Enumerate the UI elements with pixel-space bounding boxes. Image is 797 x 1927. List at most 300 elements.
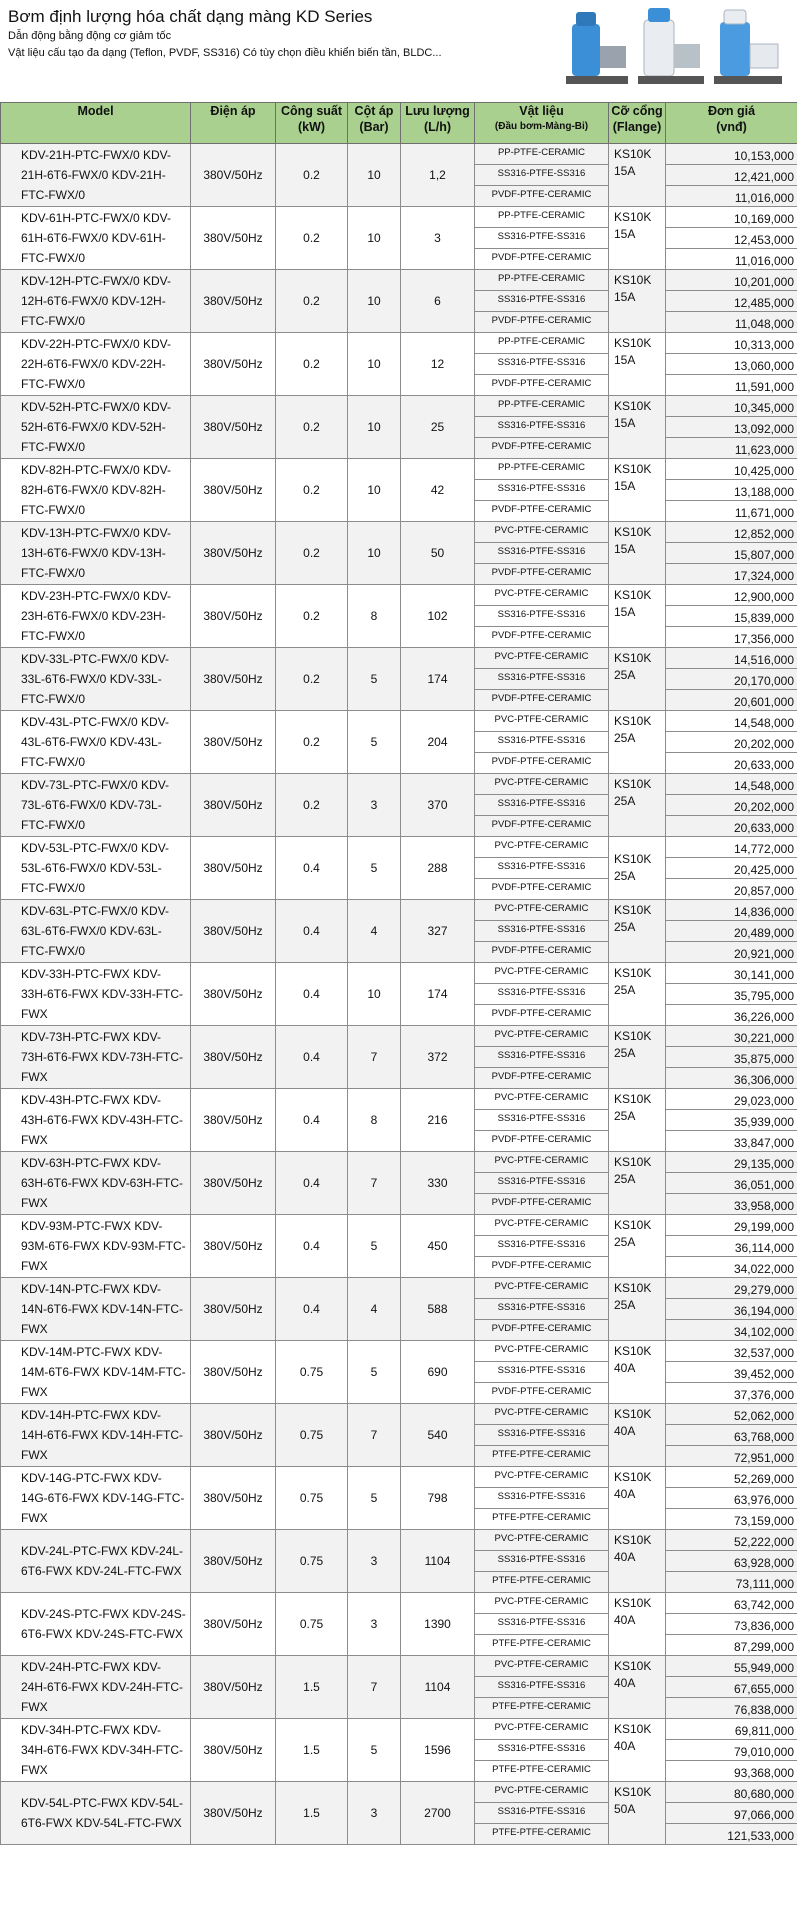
material-cell: PP-PTFE-CERAMIC <box>475 396 609 417</box>
price-cell: 80,680,000 <box>666 1782 797 1803</box>
material-cell: SS316-PTFE-SS316 <box>475 984 609 1005</box>
price-cell: 69,811,000 <box>666 1719 797 1740</box>
material-cell: PVDF-PTFE-CERAMIC <box>475 249 609 270</box>
table-row-group <box>1 1467 797 1530</box>
subtitle-materials: Vật liệu cấu tạo đa dạng (Teflon, PVDF, SS316) Có tùy chọn điều khiển biến tần, BLDC... <box>8 47 442 59</box>
table-row-group <box>1 1341 797 1404</box>
price-cell: 14,548,000 <box>666 774 797 795</box>
voltage-cell: 380V/50Hz <box>191 1719 276 1782</box>
table-row-group <box>1 333 797 396</box>
voltage-cell: 380V/50Hz <box>191 1782 276 1845</box>
material-cell: PVC-PTFE-CERAMIC <box>475 1278 609 1299</box>
table-row-group <box>1 270 797 333</box>
model-cell: KDV-93M-PTC-FWX KDV-93M-6T6-FWX KDV-93M-FTC-FWX <box>1 1215 191 1278</box>
material-cell: SS316-PTFE-SS316 <box>475 858 609 879</box>
power-cell: 0.75 <box>276 1341 348 1404</box>
price-cell: 10,153,000 <box>666 144 797 165</box>
model-cell: KDV-54L-PTC-FWX KDV-54L-6T6-FWX KDV-54L-FTC-FWX <box>1 1782 191 1845</box>
price-cell: 76,838,000 <box>666 1698 797 1719</box>
material-cell: PTFE-PTFE-CERAMIC <box>475 1824 609 1845</box>
table-row <box>1 522 797 543</box>
price-cell: 35,795,000 <box>666 984 797 1005</box>
model-cell: KDV-53L-PTC-FWX/0 KDV-53L-6T6-FWX/0 KDV-53L-FTC-FWX/0 <box>1 837 191 900</box>
material-cell: SS316-PTFE-SS316 <box>475 606 609 627</box>
price-cell: 52,222,000 <box>666 1530 797 1551</box>
price-cell: 10,313,000 <box>666 333 797 354</box>
price-cell: 13,092,000 <box>666 417 797 438</box>
power-cell: 1.5 <box>276 1719 348 1782</box>
flow-cell: 370 <box>401 774 475 837</box>
price-cell: 36,226,000 <box>666 1005 797 1026</box>
model-cell: KDV-63L-PTC-FWX/0 KDV-63L-6T6-FWX/0 KDV-63L-FTC-FWX/0 <box>1 900 191 963</box>
model-cell: KDV-33H-PTC-FWX KDV-33H-6T6-FWX KDV-33H-FTC-FWX <box>1 963 191 1026</box>
price-cell: 13,060,000 <box>666 354 797 375</box>
model-cell: KDV-63H-PTC-FWX KDV-63H-6T6-FWX KDV-63H-FTC-FWX <box>1 1152 191 1215</box>
col-pressure: Cột áp (Bar) <box>348 103 401 144</box>
pressure-cell: 10 <box>348 963 401 1026</box>
table-row <box>1 1404 797 1425</box>
table-row <box>1 1656 797 1677</box>
flange-cell: KS10K 25A <box>609 774 666 837</box>
material-cell: PVC-PTFE-CERAMIC <box>475 711 609 732</box>
material-cell: PVDF-PTFE-CERAMIC <box>475 186 609 207</box>
table-row <box>1 585 797 606</box>
price-cell: 29,279,000 <box>666 1278 797 1299</box>
flange-cell: KS10K 15A <box>609 270 666 333</box>
model-cell: KDV-13H-PTC-FWX/0 KDV-13H-6T6-FWX/0 KDV-13H-FTC-FWX/0 <box>1 522 191 585</box>
material-cell: SS316-PTFE-SS316 <box>475 732 609 753</box>
col-material: Vật liệu (Đầu bơm-Màng-Bi) <box>475 103 609 144</box>
material-cell: PVC-PTFE-CERAMIC <box>475 1152 609 1173</box>
price-cell: 63,976,000 <box>666 1488 797 1509</box>
table-row-group <box>1 837 797 900</box>
material-cell: PTFE-PTFE-CERAMIC <box>475 1635 609 1656</box>
pressure-cell: 5 <box>348 711 401 774</box>
price-cell: 11,016,000 <box>666 186 797 207</box>
flange-cell: KS10K 15A <box>609 144 666 207</box>
pressure-cell: 7 <box>348 1404 401 1467</box>
price-cell: 10,201,000 <box>666 270 797 291</box>
model-cell: KDV-23H-PTC-FWX/0 KDV-23H-6T6-FWX/0 KDV-23H-FTC-FWX/0 <box>1 585 191 648</box>
table-row-group <box>1 774 797 837</box>
material-cell: PVC-PTFE-CERAMIC <box>475 1782 609 1803</box>
power-cell: 0.75 <box>276 1467 348 1530</box>
table-row-group <box>1 1719 797 1782</box>
material-cell: SS316-PTFE-SS316 <box>475 1362 609 1383</box>
material-cell: SS316-PTFE-SS316 <box>475 1488 609 1509</box>
table-row <box>1 207 797 228</box>
flow-cell: 450 <box>401 1215 475 1278</box>
price-cell: 12,852,000 <box>666 522 797 543</box>
price-cell: 36,306,000 <box>666 1068 797 1089</box>
material-cell: SS316-PTFE-SS316 <box>475 1110 609 1131</box>
table-row-group <box>1 711 797 774</box>
table-row-group <box>1 1215 797 1278</box>
flow-cell: 798 <box>401 1467 475 1530</box>
voltage-cell: 380V/50Hz <box>191 1656 276 1719</box>
voltage-cell: 380V/50Hz <box>191 1152 276 1215</box>
model-cell: KDV-82H-PTC-FWX/0 KDV-82H-6T6-FWX/0 KDV-82H-FTC-FWX/0 <box>1 459 191 522</box>
material-cell: PVDF-PTFE-CERAMIC <box>475 438 609 459</box>
material-cell: SS316-PTFE-SS316 <box>475 291 609 312</box>
voltage-cell: 380V/50Hz <box>191 396 276 459</box>
flow-cell: 330 <box>401 1152 475 1215</box>
pressure-cell: 3 <box>348 1593 401 1656</box>
material-cell: SS316-PTFE-SS316 <box>475 1425 609 1446</box>
power-cell: 0.2 <box>276 522 348 585</box>
price-cell: 63,742,000 <box>666 1593 797 1614</box>
flow-cell: 327 <box>401 900 475 963</box>
table-header-row <box>1 103 797 144</box>
table-row-group <box>1 963 797 1026</box>
power-cell: 0.75 <box>276 1404 348 1467</box>
material-cell: PP-PTFE-CERAMIC <box>475 207 609 228</box>
flow-cell: 588 <box>401 1278 475 1341</box>
material-cell: PP-PTFE-CERAMIC <box>475 270 609 291</box>
price-cell: 55,949,000 <box>666 1656 797 1677</box>
flow-cell: 1390 <box>401 1593 475 1656</box>
price-cell: 35,875,000 <box>666 1047 797 1068</box>
flow-cell: 102 <box>401 585 475 648</box>
price-cell: 20,921,000 <box>666 942 797 963</box>
table-row-group <box>1 207 797 270</box>
price-cell: 14,516,000 <box>666 648 797 669</box>
flow-cell: 42 <box>401 459 475 522</box>
voltage-cell: 380V/50Hz <box>191 1215 276 1278</box>
material-cell: PTFE-PTFE-CERAMIC <box>475 1446 609 1467</box>
model-cell: KDV-24S-PTC-FWX KDV-24S-6T6-FWX KDV-24S-FTC-FWX <box>1 1593 191 1656</box>
material-cell: PTFE-PTFE-CERAMIC <box>475 1698 609 1719</box>
table-row <box>1 963 797 984</box>
power-cell: 0.75 <box>276 1593 348 1656</box>
model-cell: KDV-43L-PTC-FWX/0 KDV-43L-6T6-FWX/0 KDV-43L-FTC-FWX/0 <box>1 711 191 774</box>
table-row <box>1 1152 797 1173</box>
col-power: Công suất (kW) <box>276 103 348 144</box>
voltage-cell: 380V/50Hz <box>191 837 276 900</box>
flange-cell: KS10K 40A <box>609 1656 666 1719</box>
flange-cell: KS10K 40A <box>609 1593 666 1656</box>
price-cell: 73,111,000 <box>666 1572 797 1593</box>
flow-cell: 288 <box>401 837 475 900</box>
price-cell: 52,062,000 <box>666 1404 797 1425</box>
pressure-cell: 5 <box>348 837 401 900</box>
price-cell: 15,839,000 <box>666 606 797 627</box>
table-row-group <box>1 522 797 585</box>
price-cell: 20,601,000 <box>666 690 797 711</box>
price-cell: 20,170,000 <box>666 669 797 690</box>
voltage-cell: 380V/50Hz <box>191 900 276 963</box>
model-cell: KDV-21H-PTC-FWX/0 KDV-21H-6T6-FWX/0 KDV-21H-FTC-FWX/0 <box>1 144 191 207</box>
material-cell: PVC-PTFE-CERAMIC <box>475 963 609 984</box>
price-cell: 29,023,000 <box>666 1089 797 1110</box>
price-cell: 20,425,000 <box>666 858 797 879</box>
flange-cell: KS10K 15A <box>609 333 666 396</box>
material-cell: PVDF-PTFE-CERAMIC <box>475 375 609 396</box>
pressure-cell: 4 <box>348 1278 401 1341</box>
table-row-group <box>1 1152 797 1215</box>
model-cell: KDV-43H-PTC-FWX KDV-43H-6T6-FWX KDV-43H-FTC-FWX <box>1 1089 191 1152</box>
flange-cell: KS10K 15A <box>609 522 666 585</box>
flow-cell: 50 <box>401 522 475 585</box>
flange-cell: KS10K 25A <box>609 837 666 900</box>
price-cell: 11,048,000 <box>666 312 797 333</box>
voltage-cell: 380V/50Hz <box>191 1593 276 1656</box>
voltage-cell: 380V/50Hz <box>191 1089 276 1152</box>
flange-cell: KS10K 25A <box>609 963 666 1026</box>
table-row <box>1 1026 797 1047</box>
voltage-cell: 380V/50Hz <box>191 1278 276 1341</box>
price-cell: 12,485,000 <box>666 291 797 312</box>
pressure-cell: 3 <box>348 1530 401 1593</box>
voltage-cell: 380V/50Hz <box>191 144 276 207</box>
power-cell: 0.2 <box>276 207 348 270</box>
voltage-cell: 380V/50Hz <box>191 1404 276 1467</box>
price-cell: 33,847,000 <box>666 1131 797 1152</box>
flow-cell: 3 <box>401 207 475 270</box>
power-cell: 0.2 <box>276 585 348 648</box>
material-cell: PVDF-PTFE-CERAMIC <box>475 690 609 711</box>
flange-cell: KS10K 40A <box>609 1341 666 1404</box>
material-cell: PVDF-PTFE-CERAMIC <box>475 1383 609 1404</box>
table-row-group <box>1 144 797 207</box>
power-cell: 0.2 <box>276 648 348 711</box>
price-cell: 12,421,000 <box>666 165 797 186</box>
model-cell: KDV-24L-PTC-FWX KDV-24L-6T6-FWX KDV-24L-FTC-FWX <box>1 1530 191 1593</box>
voltage-cell: 380V/50Hz <box>191 1467 276 1530</box>
pressure-cell: 5 <box>348 1341 401 1404</box>
voltage-cell: 380V/50Hz <box>191 1341 276 1404</box>
material-cell: PVDF-PTFE-CERAMIC <box>475 501 609 522</box>
pressure-cell: 3 <box>348 774 401 837</box>
voltage-cell: 380V/50Hz <box>191 648 276 711</box>
price-cell: 34,102,000 <box>666 1320 797 1341</box>
price-cell: 36,194,000 <box>666 1299 797 1320</box>
page-title: Bơm định lượng hóa chất dạng màng KD Series <box>8 7 373 26</box>
price-cell: 63,928,000 <box>666 1551 797 1572</box>
price-cell: 30,141,000 <box>666 963 797 984</box>
material-cell: PVDF-PTFE-CERAMIC <box>475 816 609 837</box>
material-cell: PVDF-PTFE-CERAMIC <box>475 564 609 585</box>
power-cell: 0.2 <box>276 774 348 837</box>
price-cell: 11,671,000 <box>666 501 797 522</box>
price-cell: 39,452,000 <box>666 1362 797 1383</box>
material-cell: PVC-PTFE-CERAMIC <box>475 1530 609 1551</box>
material-cell: PVDF-PTFE-CERAMIC <box>475 1194 609 1215</box>
material-cell: PVC-PTFE-CERAMIC <box>475 1215 609 1236</box>
material-cell: SS316-PTFE-SS316 <box>475 228 609 249</box>
material-cell: SS316-PTFE-SS316 <box>475 795 609 816</box>
model-cell: KDV-14G-PTC-FWX KDV-14G-6T6-FWX KDV-14G-FTC-FWX <box>1 1467 191 1530</box>
voltage-cell: 380V/50Hz <box>191 963 276 1026</box>
price-cell: 15,807,000 <box>666 543 797 564</box>
price-cell: 73,836,000 <box>666 1614 797 1635</box>
power-cell: 0.4 <box>276 1278 348 1341</box>
price-cell: 12,453,000 <box>666 228 797 249</box>
material-cell: SS316-PTFE-SS316 <box>475 480 609 501</box>
material-cell: PVDF-PTFE-CERAMIC <box>475 1320 609 1341</box>
power-cell: 0.4 <box>276 837 348 900</box>
flow-cell: 1,2 <box>401 144 475 207</box>
table-row <box>1 1719 797 1740</box>
page-header <box>0 0 797 102</box>
material-cell: PVDF-PTFE-CERAMIC <box>475 1068 609 1089</box>
pressure-cell: 7 <box>348 1026 401 1089</box>
voltage-cell: 380V/50Hz <box>191 333 276 396</box>
flow-cell: 372 <box>401 1026 475 1089</box>
voltage-cell: 380V/50Hz <box>191 459 276 522</box>
model-cell: KDV-24H-PTC-FWX KDV-24H-6T6-FWX KDV-24H-FTC-FWX <box>1 1656 191 1719</box>
material-cell: SS316-PTFE-SS316 <box>475 165 609 186</box>
material-cell: SS316-PTFE-SS316 <box>475 1803 609 1824</box>
model-cell: KDV-61H-PTC-FWX/0 KDV-61H-6T6-FWX/0 KDV-61H-FTC-FWX/0 <box>1 207 191 270</box>
power-cell: 0.2 <box>276 270 348 333</box>
flow-cell: 540 <box>401 1404 475 1467</box>
pressure-cell: 10 <box>348 207 401 270</box>
flow-cell: 1104 <box>401 1656 475 1719</box>
flange-cell: KS10K 40A <box>609 1530 666 1593</box>
table-row <box>1 1341 797 1362</box>
material-cell: SS316-PTFE-SS316 <box>475 1047 609 1068</box>
material-cell: PVC-PTFE-CERAMIC <box>475 1089 609 1110</box>
power-cell: 0.4 <box>276 900 348 963</box>
flange-cell: KS10K 15A <box>609 396 666 459</box>
material-cell: PVDF-PTFE-CERAMIC <box>475 942 609 963</box>
table-row <box>1 1530 797 1551</box>
pressure-cell: 10 <box>348 396 401 459</box>
table-row-group <box>1 1404 797 1467</box>
flange-cell: KS10K 50A <box>609 1782 666 1845</box>
flange-cell: KS10K 40A <box>609 1404 666 1467</box>
material-cell: PVC-PTFE-CERAMIC <box>475 1719 609 1740</box>
material-cell: PVC-PTFE-CERAMIC <box>475 522 609 543</box>
power-cell: 0.4 <box>276 1026 348 1089</box>
material-cell: PVC-PTFE-CERAMIC <box>475 648 609 669</box>
table-row-group <box>1 585 797 648</box>
price-cell: 11,591,000 <box>666 375 797 396</box>
price-cell: 14,836,000 <box>666 900 797 921</box>
price-cell: 87,299,000 <box>666 1635 797 1656</box>
material-cell: PTFE-PTFE-CERAMIC <box>475 1572 609 1593</box>
pressure-cell: 10 <box>348 144 401 207</box>
flow-cell: 25 <box>401 396 475 459</box>
table-row <box>1 1593 797 1614</box>
material-cell: SS316-PTFE-SS316 <box>475 1236 609 1257</box>
material-cell: PP-PTFE-CERAMIC <box>475 144 609 165</box>
flange-cell: KS10K 25A <box>609 711 666 774</box>
voltage-cell: 380V/50Hz <box>191 1530 276 1593</box>
flange-cell: KS10K 25A <box>609 900 666 963</box>
pressure-cell: 3 <box>348 1782 401 1845</box>
flow-cell: 174 <box>401 648 475 711</box>
power-cell: 1.5 <box>276 1656 348 1719</box>
flange-cell: KS10K 25A <box>609 1152 666 1215</box>
material-cell: PVC-PTFE-CERAMIC <box>475 1341 609 1362</box>
table-row <box>1 1215 797 1236</box>
price-cell: 10,345,000 <box>666 396 797 417</box>
price-cell: 29,135,000 <box>666 1152 797 1173</box>
table-row-group <box>1 648 797 711</box>
table-row-group <box>1 459 797 522</box>
material-cell: PVDF-PTFE-CERAMIC <box>475 1131 609 1152</box>
material-cell: SS316-PTFE-SS316 <box>475 1614 609 1635</box>
power-cell: 0.2 <box>276 396 348 459</box>
table-row <box>1 333 797 354</box>
table-row <box>1 1467 797 1488</box>
flow-cell: 6 <box>401 270 475 333</box>
price-table <box>0 102 797 1845</box>
voltage-cell: 380V/50Hz <box>191 522 276 585</box>
material-cell: PVDF-PTFE-CERAMIC <box>475 753 609 774</box>
price-cell: 10,169,000 <box>666 207 797 228</box>
table-row <box>1 1089 797 1110</box>
price-cell: 29,199,000 <box>666 1215 797 1236</box>
power-cell: 0.75 <box>276 1530 348 1593</box>
voltage-cell: 380V/50Hz <box>191 207 276 270</box>
material-cell: PVC-PTFE-CERAMIC <box>475 1467 609 1488</box>
price-cell: 14,548,000 <box>666 711 797 732</box>
price-cell: 11,016,000 <box>666 249 797 270</box>
pressure-cell: 10 <box>348 459 401 522</box>
model-cell: KDV-14N-PTC-FWX KDV-14N-6T6-FWX KDV-14N-FTC-FWX <box>1 1278 191 1341</box>
price-cell: 20,633,000 <box>666 816 797 837</box>
pressure-cell: 10 <box>348 522 401 585</box>
subtitle-drive: Dẫn động bằng động cơ giảm tốc <box>8 30 172 42</box>
voltage-cell: 380V/50Hz <box>191 711 276 774</box>
model-cell: KDV-14M-PTC-FWX KDV-14M-6T6-FWX KDV-14M-FTC-FWX <box>1 1341 191 1404</box>
power-cell: 0.4 <box>276 1215 348 1278</box>
flange-cell: KS10K 15A <box>609 207 666 270</box>
flow-cell: 2700 <box>401 1782 475 1845</box>
price-cell: 34,022,000 <box>666 1257 797 1278</box>
table-row-group <box>1 1782 797 1845</box>
price-cell: 36,114,000 <box>666 1236 797 1257</box>
table-row-group <box>1 1278 797 1341</box>
table-row-group <box>1 1593 797 1656</box>
material-cell: PTFE-PTFE-CERAMIC <box>475 1761 609 1782</box>
material-cell: SS316-PTFE-SS316 <box>475 1173 609 1194</box>
flange-cell: KS10K 25A <box>609 1215 666 1278</box>
material-cell: SS316-PTFE-SS316 <box>475 354 609 375</box>
power-cell: 0.2 <box>276 459 348 522</box>
power-cell: 0.2 <box>276 711 348 774</box>
pressure-cell: 5 <box>348 1719 401 1782</box>
table-row-group <box>1 1026 797 1089</box>
material-cell: SS316-PTFE-SS316 <box>475 669 609 690</box>
table-row <box>1 144 797 165</box>
pump-product-image <box>562 4 787 96</box>
material-cell: SS316-PTFE-SS316 <box>475 417 609 438</box>
price-cell: 63,768,000 <box>666 1425 797 1446</box>
flange-cell: KS10K 15A <box>609 585 666 648</box>
material-cell: SS316-PTFE-SS316 <box>475 921 609 942</box>
table-row <box>1 648 797 669</box>
model-cell: KDV-14H-PTC-FWX KDV-14H-6T6-FWX KDV-14H-FTC-FWX <box>1 1404 191 1467</box>
price-cell: 37,376,000 <box>666 1383 797 1404</box>
price-cell: 30,221,000 <box>666 1026 797 1047</box>
price-cell: 13,188,000 <box>666 480 797 501</box>
model-cell: KDV-33L-PTC-FWX/0 KDV-33L-6T6-FWX/0 KDV-33L-FTC-FWX/0 <box>1 648 191 711</box>
price-cell: 97,066,000 <box>666 1803 797 1824</box>
pressure-cell: 8 <box>348 585 401 648</box>
power-cell: 0.2 <box>276 333 348 396</box>
power-cell: 0.4 <box>276 963 348 1026</box>
table-row-group <box>1 396 797 459</box>
price-cell: 33,958,000 <box>666 1194 797 1215</box>
pump-blue-1 <box>566 12 628 84</box>
table-row <box>1 1278 797 1299</box>
price-cell: 52,269,000 <box>666 1467 797 1488</box>
table-row <box>1 837 797 858</box>
